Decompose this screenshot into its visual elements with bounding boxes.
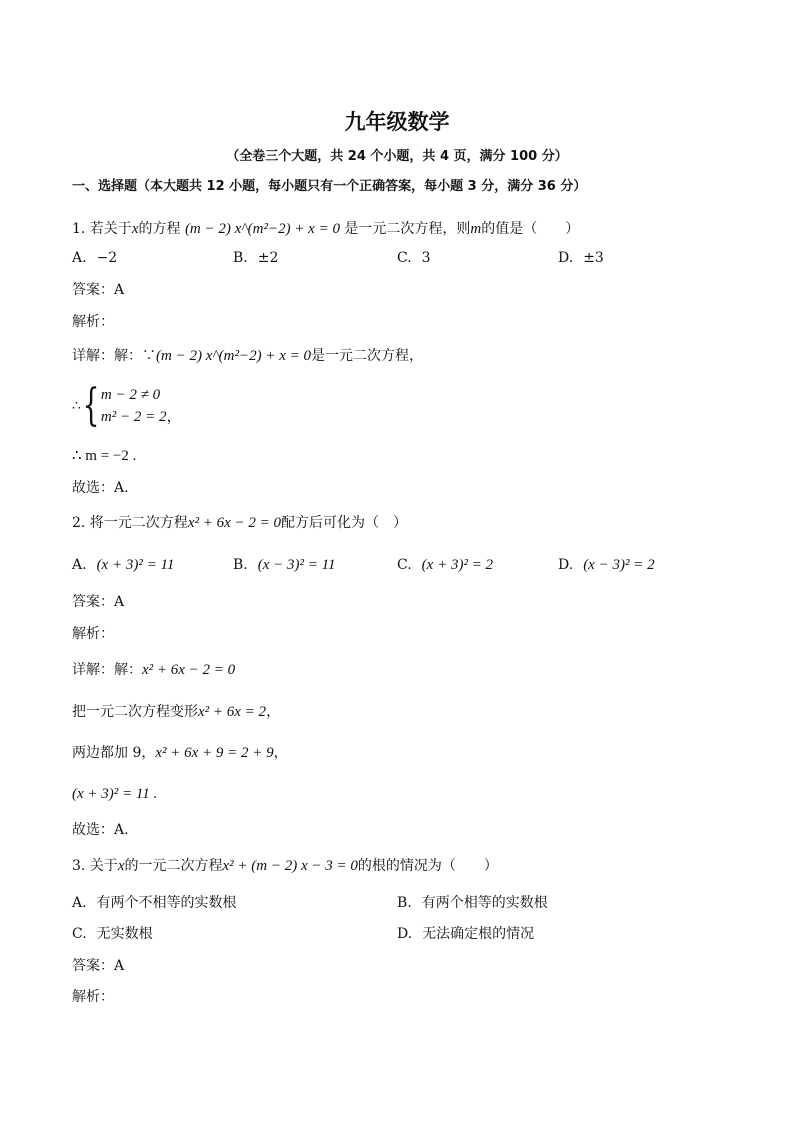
- q2-step-3: (x + 3)² = 11 .: [72, 786, 158, 802]
- q1-system-line-1: m − 2 ≠ 0: [100, 387, 161, 403]
- q1-analysis-label: 解析：: [72, 314, 114, 330]
- q1-option-d: D. ±3: [558, 250, 604, 266]
- q1-detail-equation: (m − 2) x^(m²−2) + x = 0: [156, 348, 312, 364]
- q2-option-c: C. (x + 3)² = 2: [397, 557, 494, 573]
- question-2: 2. 将一元二次方程x² + 6x − 2 = 0配方后可化为（ ）: [72, 515, 407, 531]
- q3-var-x: x: [117, 858, 125, 874]
- q3-option-a: A. 有两个不相等的实数根: [72, 895, 237, 911]
- q2-answer: 答案：A: [72, 594, 125, 610]
- q2-step-1: 把一元二次方程变形x² + 6x = 2，: [72, 704, 281, 720]
- q1-equation: (m − 2) x^(m²−2) + x = 0: [184, 221, 340, 237]
- q1-answer: 答案：A: [72, 282, 125, 298]
- q1-mid2: 是一元二次方程，则: [344, 221, 471, 237]
- q1-system-line-2: m² − 2 = 2，: [100, 409, 182, 425]
- q1-mid: 的方程: [138, 221, 181, 237]
- question-3: 3. 关于x的一元二次方程x² + (m − 2) x − 3 = 0的根的情况为（ ）: [72, 858, 498, 874]
- q1-option-c: C. 3: [397, 250, 431, 266]
- q2-equation: x² + 6x − 2 = 0: [187, 515, 281, 531]
- q2-option-a: A. (x + 3)² = 11: [72, 557, 175, 573]
- q2-option-d: D. (x − 3)² = 2: [558, 557, 655, 573]
- q1-option-b: B. ±2: [233, 250, 279, 266]
- q2-analysis-label: 解析：: [72, 626, 114, 642]
- q3-option-c: C. 无实数根: [72, 926, 153, 942]
- therefore-symbol: ∴: [72, 398, 81, 414]
- q3-option-d: D. 无法确定根的情况: [397, 926, 535, 942]
- q1-system: [72, 380, 182, 431]
- q3-option-b: B. 有两个相等的实数根: [397, 895, 548, 911]
- q1-choose: 故选：A.: [72, 480, 129, 496]
- q1-detail: 详解：解：∵(m − 2) x^(m²−2) + x = 0是一元二次方程，: [72, 348, 424, 364]
- q2-step-2: 两边都加 9，x² + 6x + 9 = 2 + 9，: [72, 745, 288, 761]
- q2-choose: 故选：A.: [72, 822, 129, 838]
- q2-detail: 详解：解：x² + 6x − 2 = 0: [72, 662, 236, 678]
- q1-result: ∴ m = −2 .: [72, 448, 137, 464]
- q2-option-b: B. (x − 3)² = 11: [233, 557, 336, 573]
- q1-var-x: x: [131, 221, 139, 237]
- q3-analysis-label: 解析：: [72, 989, 114, 1005]
- q3-equation: x² + (m − 2) x − 3 = 0: [222, 858, 358, 874]
- q1-suffix: 的值是（ ）: [481, 221, 580, 237]
- q1-var-m: m: [470, 221, 482, 237]
- q1-prefix: 1. 若关于: [72, 221, 132, 237]
- left-brace-icon: {: [82, 380, 100, 431]
- q3-answer: 答案：A: [72, 958, 125, 974]
- section-heading-choice: 一、选择题（本大题共 12 小题，每小题只有一个正确答案，每小题 3 分，满分 36 分）: [72, 179, 587, 194]
- question-1: [72, 220, 579, 238]
- page-title: 九年级数学: [344, 110, 450, 134]
- q1-option-a: A. −2: [72, 250, 118, 266]
- page-subtitle: （全卷三个大题，共 24 个小题，共 4 页，满分 100 分）: [226, 149, 568, 164]
